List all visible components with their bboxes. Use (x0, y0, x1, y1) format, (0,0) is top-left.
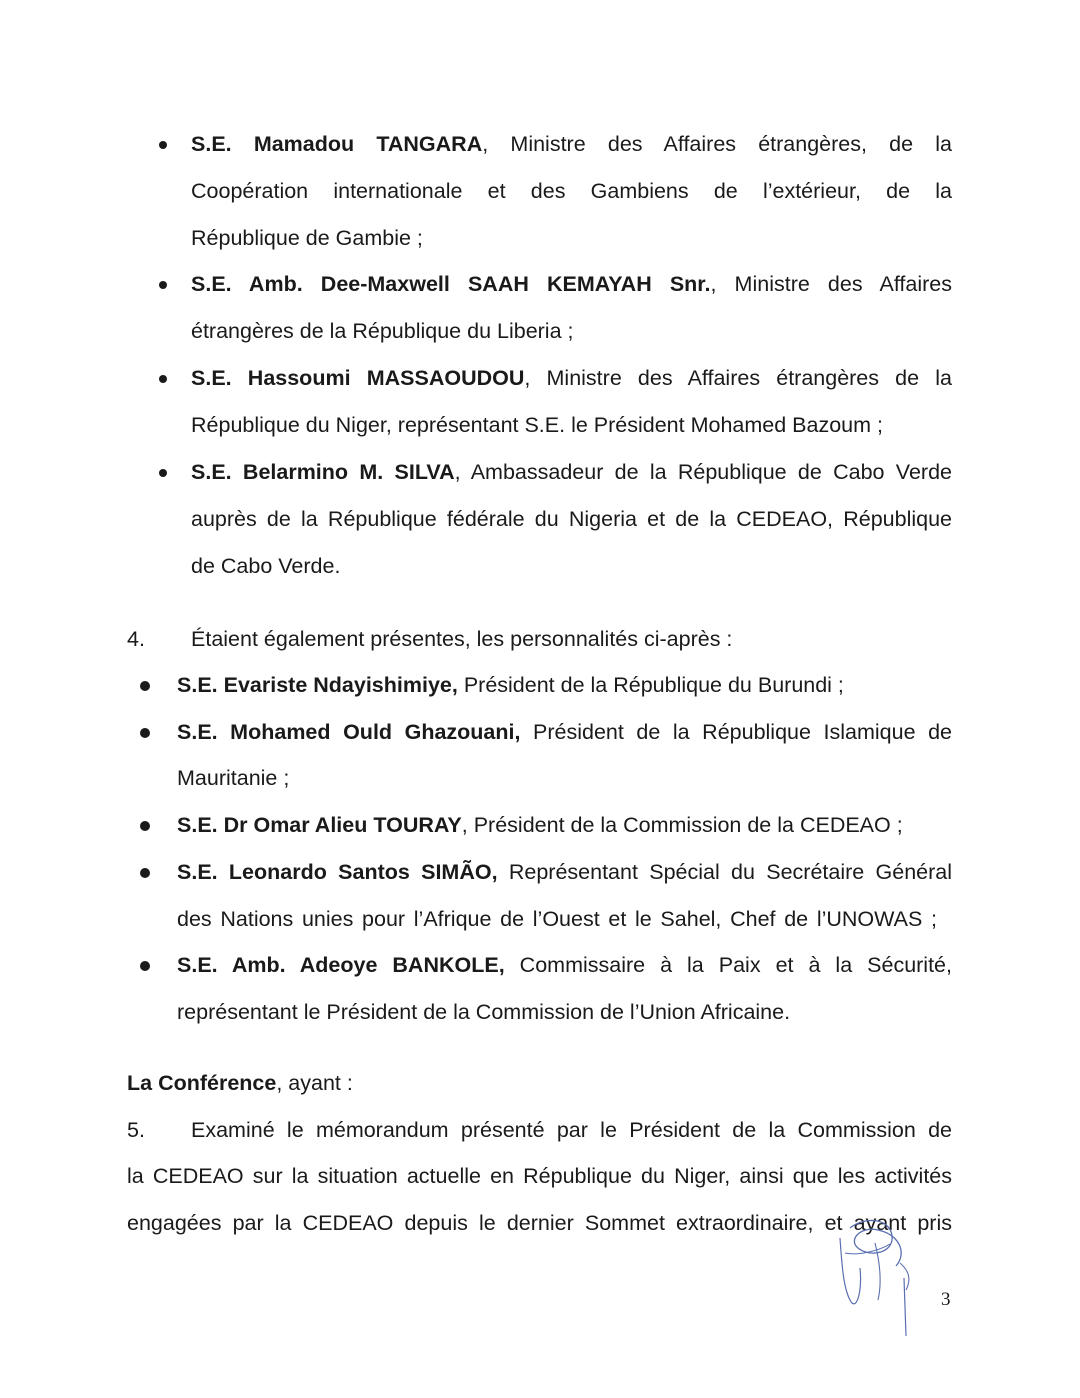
paragraph-number: 5. (127, 1118, 145, 1142)
person-name: S.E. Leonardo Santos SIMÃO, (177, 860, 498, 884)
person-name: S.E. Belarmino M. SILVA (191, 460, 455, 484)
list-item-line: S.E. Amb. Dee-Maxwell SAAH KEMAYAH Snr., Ministre des Affaires (191, 272, 952, 296)
person-name: S.E. Hassoumi MASSAOUDOU (191, 366, 525, 390)
person-name: S.E. Evariste Ndayishimiye, (177, 673, 458, 697)
list-item-line: S.E. Belarmino M. SILVA, Ambassadeur de la République de Cabo Verde (191, 460, 952, 484)
page-number: 3 (941, 1289, 951, 1310)
bullet-icon (140, 821, 150, 831)
paragraph-line: Examiné le mémorandum présenté par le Président de la Commission de (191, 1118, 952, 1142)
person-name: S.E. Dr Omar Alieu TOURAY (177, 813, 462, 837)
list-item-line: des Nations unies pour l’Afrique de l’Ouest et le Sahel, Chef de l’UNOWAS ; (177, 907, 937, 931)
list-item-line: étrangères de la République du Liberia ; (191, 319, 574, 343)
bullet-icon (159, 375, 167, 383)
bullet-icon (140, 728, 150, 738)
list-item-line: S.E. Leonardo Santos SIMÃO, Représentant Spécial du Secrétaire Général (177, 860, 953, 884)
list-item-line: S.E. Dr Omar Alieu TOURAY, Président de la Commission de la CEDEAO ; (177, 813, 903, 837)
bullet-icon (159, 141, 167, 149)
list-item-line: S.E. Evariste Ndayishimiye, Président de la République du Burundi ; (177, 673, 844, 697)
list-item-line: auprès de la République fédérale du Nigeria et de la CEDEAO, République (191, 507, 952, 531)
paragraph-line: engagées par la CEDEAO depuis le dernier Sommet extraordinaire, et ayant pris (127, 1211, 952, 1235)
bullet-icon (159, 281, 167, 289)
conference-heading: La Conférence, ayant : (127, 1071, 353, 1095)
list-item-line: S.E. Mohamed Ould Ghazouani, Président de la République Islamique de (177, 720, 952, 744)
list-item-line: Coopération internationale et des Gambiens de l’extérieur, de la (191, 179, 952, 203)
list-item-line: S.E. Amb. Adeoye BANKOLE, Commissaire à la Paix et à la Sécurité, (177, 953, 952, 977)
bullet-icon (140, 868, 150, 878)
list-item-line: Mauritanie ; (177, 766, 290, 790)
list-item-line: de Cabo Verde. (191, 554, 341, 578)
list-item-line: République de Gambie ; (191, 226, 423, 250)
person-name: S.E. Mamadou TANGARA (191, 132, 483, 156)
person-name: S.E. Amb. Dee-Maxwell SAAH KEMAYAH Snr. (191, 272, 711, 296)
list-item-line: République du Niger, représentant S.E. le Président Mohamed Bazoum ; (191, 413, 883, 437)
paragraph-text: Étaient également présentes, les personnalités ci-après : (191, 627, 733, 651)
person-name: S.E. Mohamed Ould Ghazouani, (177, 720, 521, 744)
bullet-icon (140, 961, 150, 971)
paragraph-line: la CEDEAO sur la situation actuelle en République du Niger, ainsi que les activités (127, 1164, 952, 1188)
paragraph-number: 4. (127, 627, 145, 651)
list-item-line: représentant le Président de la Commission de l’Union Africaine. (177, 1000, 791, 1024)
list-item-line: S.E. Mamadou TANGARA, Ministre des Affaires étrangères, de la (191, 132, 952, 156)
bullet-icon (140, 681, 150, 691)
bullet-icon (159, 469, 167, 477)
list-item-line: S.E. Hassoumi MASSAOUDOU, Ministre des Affaires étrangères de la (191, 366, 952, 390)
person-name: S.E. Amb. Adeoye BANKOLE, (177, 953, 505, 977)
signature-initials (820, 1208, 930, 1338)
